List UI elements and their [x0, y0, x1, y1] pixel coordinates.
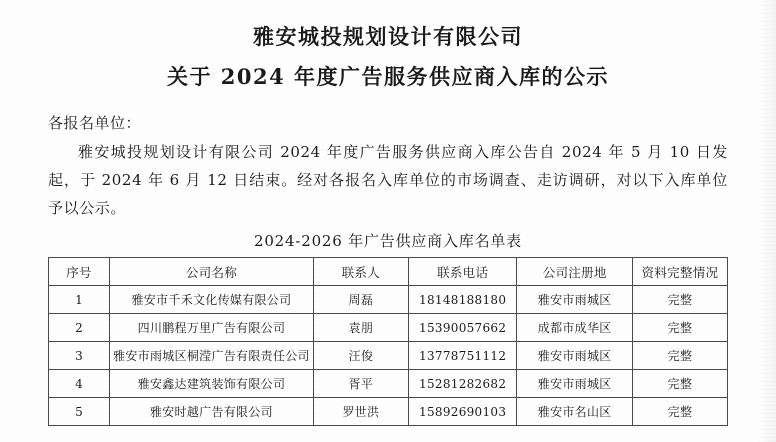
- cell-registration: 成都市成华区: [517, 314, 632, 342]
- column-header-phone: 联系电话: [408, 258, 517, 286]
- salutation: 各报名单位：: [48, 114, 142, 132]
- document-title-line-2: 关于 2024 年度广告服务供应商入库的公示: [166, 64, 610, 89]
- cell-registration: 雅安市雨城区: [517, 286, 632, 314]
- body-paragraph: 雅安城投规划设计有限公司 2024 年度广告服务供应商入库公告自 2024 年 5 月 10 日发起，于 2024 年 6 月 12 日结束。经对各报名入库单位的市场调查、走访调研，对以下入库单位予以公示。: [48, 143, 728, 217]
- cell-company: 四川鹏程万里广告有限公司: [110, 314, 314, 342]
- table-row: [49, 286, 728, 314]
- cell-index: 3: [49, 342, 110, 370]
- cell-registration: 雅安市雨城区: [517, 370, 632, 398]
- page-edge-shadow: [758, 0, 776, 442]
- cell-contact: 周磊: [313, 286, 408, 314]
- column-header-index: 序号: [49, 258, 110, 286]
- cell-phone: 18148188180: [408, 286, 517, 314]
- cell-company: 雅安鑫达建筑装饰有限公司: [110, 370, 314, 398]
- cell-contact: 罗世洪: [313, 398, 408, 426]
- cell-company: 雅安时越广告有限公司: [110, 398, 314, 426]
- table-row: [49, 314, 728, 342]
- cell-index: 5: [49, 398, 110, 426]
- document-title-block: [48, 0, 728, 92]
- cell-documents: 完整: [632, 286, 727, 314]
- document-title-line-1: 雅安城投规划设计有限公司: [253, 24, 523, 49]
- supplier-roster-table: [48, 257, 728, 426]
- cell-registration: 雅安市名山区: [517, 398, 632, 426]
- cell-contact: 袁朋: [313, 314, 408, 342]
- cell-company: 雅安市雨城区桐滢广告有限责任公司: [110, 342, 314, 370]
- cell-phone: 13778751112: [408, 342, 517, 370]
- table-row: [49, 398, 728, 426]
- cell-phone: 15390057662: [408, 314, 517, 342]
- cell-contact: 汪俊: [313, 342, 408, 370]
- table-row: [49, 342, 728, 370]
- cell-documents: 完整: [632, 342, 727, 370]
- cell-phone: 15281282682: [408, 370, 517, 398]
- table-caption: 2024-2026 年广告供应商入库名单表: [254, 232, 522, 250]
- column-header-documents: 资料完整情况: [632, 258, 727, 286]
- cell-index: 4: [49, 370, 110, 398]
- cell-documents: 完整: [632, 398, 727, 426]
- column-header-company: 公司名称: [110, 258, 314, 286]
- cell-index: 1: [49, 286, 110, 314]
- cell-documents: 完整: [632, 370, 727, 398]
- cell-phone: 15892690103: [408, 398, 517, 426]
- column-header-registration: 公司注册地: [517, 258, 632, 286]
- table-row: [49, 370, 728, 398]
- cell-company: 雅安市千禾文化传媒有限公司: [110, 286, 314, 314]
- column-header-contact: 联系人: [313, 258, 408, 286]
- cell-registration: 雅安市雨城区: [517, 342, 632, 370]
- cell-documents: 完整: [632, 314, 727, 342]
- table-header-row: [49, 258, 728, 286]
- cell-contact: 胥平: [313, 370, 408, 398]
- cell-index: 2: [49, 314, 110, 342]
